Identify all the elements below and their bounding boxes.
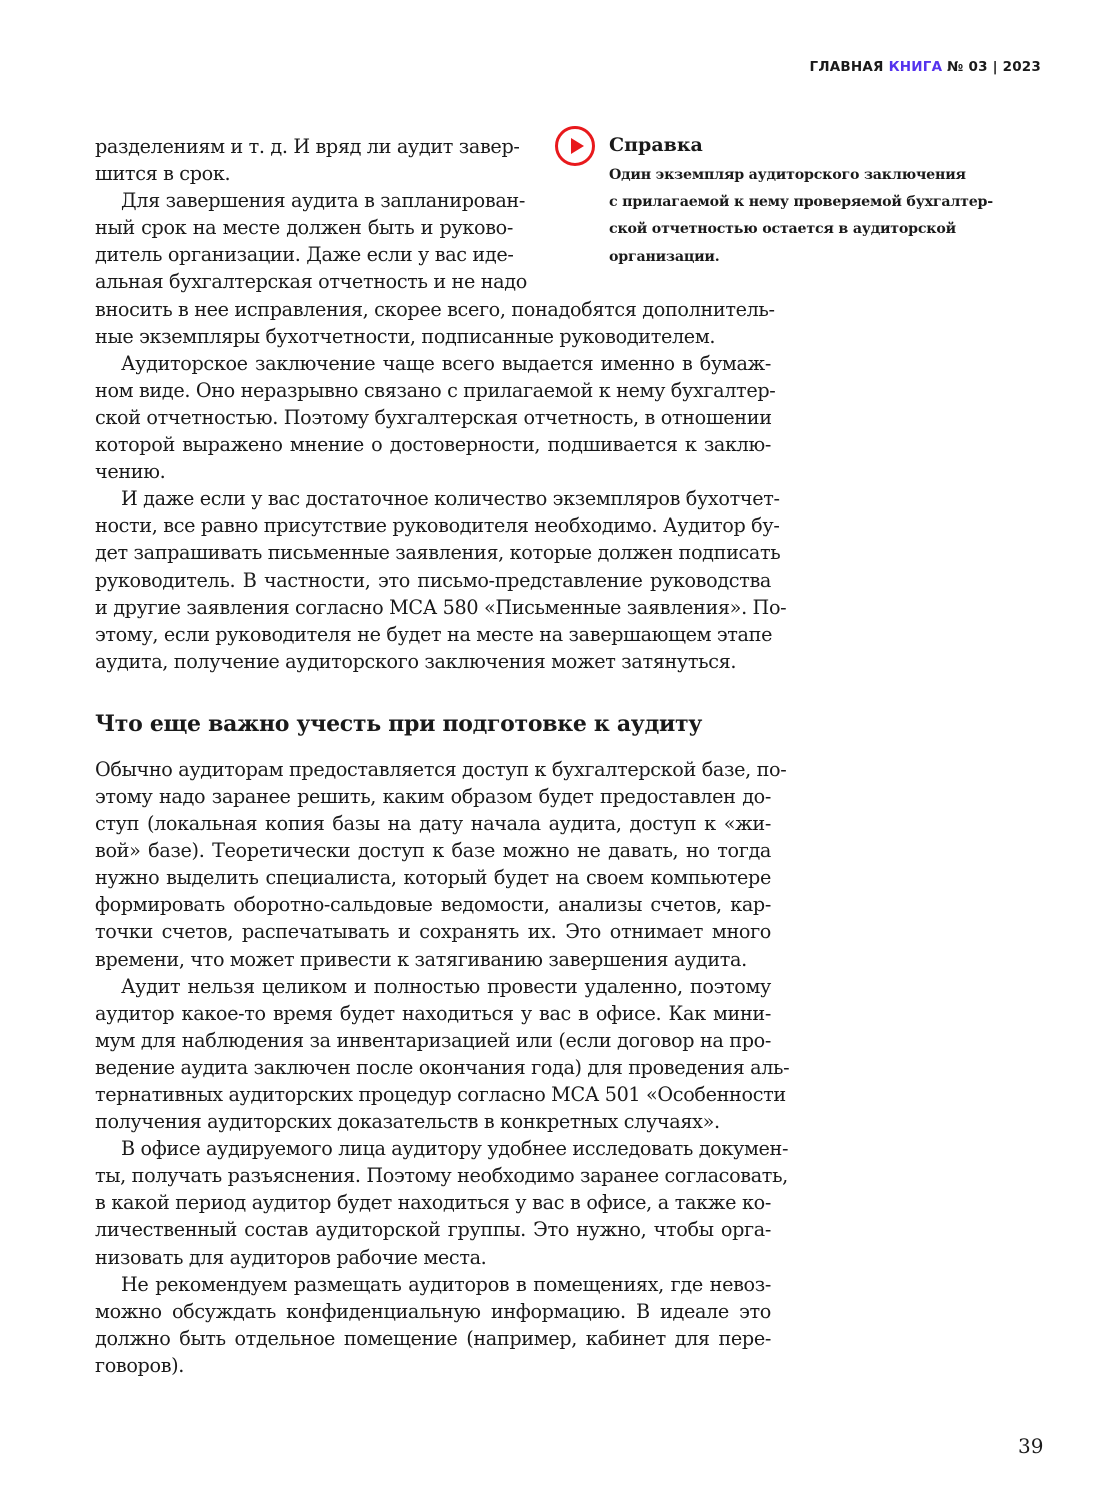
text-line: говоров). (95, 1353, 185, 1377)
text-line: Обычно аудиторам предоставляется доступ к бухгалтерской базе, по- (95, 757, 787, 781)
text-line: в какой период аудитор будет находиться у вас в офисе, а также ко- (95, 1191, 771, 1215)
page-number: 39 (1018, 1434, 1044, 1458)
callout-title: Справка (609, 134, 703, 156)
text-line: точки счетов, распечатывать и сохранять их. Это отнимает много (95, 920, 771, 944)
magazine-name-accent: КНИГА (888, 59, 943, 75)
text-line: альная бухгалтерская отчетность и не надо (95, 270, 527, 294)
callout-line: организации. (609, 248, 720, 265)
text-line: мум для наблюдения за инвентаризацией или (если договор на про- (95, 1028, 771, 1052)
text-line: Аудиторское заключение чаще всего выдается именно в бумаж- (121, 351, 771, 375)
section-heading: Что еще важно учесть при подготовке к аудиту (95, 710, 703, 737)
text-line: Не рекомендуем размещать аудиторов в помещениях, где невоз- (121, 1272, 771, 1296)
text-line: этому надо заранее решить, каким образом будет предоставлен до- (95, 784, 771, 808)
text-line: Аудит нельзя целиком и полностью провести удаленно, поэтому (121, 974, 771, 998)
paragraph (95, 350, 776, 485)
text-line: руководитель. В частности, это письмо-представление руководства (95, 568, 771, 592)
text-line: формировать оборотно-сальдовые ведомости, анализы счетов, кар- (95, 893, 771, 917)
text-line: ном виде. Оно неразрывно связано с прилагаемой к нему бухгалтер- (95, 378, 776, 402)
paragraph (95, 756, 787, 973)
callout-line: с прилагаемой к нему проверяемой бухгалтер- (609, 194, 993, 211)
text-line: Для завершения аудита в запланирован- (121, 189, 525, 213)
text-line: тернативных аудиторских процедур согласно МСА 501 «Особенности (95, 1083, 786, 1106)
paragraph (95, 1271, 771, 1379)
text-line: времени, что может привести к затягиванию завершения аудита. (95, 947, 747, 971)
text-line: чению. (95, 460, 166, 484)
text-line: ные экземпляры бухотчетности, подписанные руководителем. (95, 324, 716, 348)
text-line: шится в срок. (95, 162, 231, 186)
text-line: аудитор какое-то время будет находиться у вас в офисе. Как мини- (95, 1001, 771, 1025)
text-line: дитель организации. Даже если у вас иде- (95, 243, 514, 267)
body-section-2 (95, 756, 790, 1379)
paragraph (95, 187, 775, 350)
text-line: получения аудиторских доказательств в конкретных случаях». (95, 1110, 720, 1134)
text-line: ный срок на месте должен быть и руково- (95, 216, 513, 240)
text-line: ступ (локальная копия базы на дату начала аудита, доступ к «жи- (95, 812, 771, 836)
text-line: вносить в нее исправления, скорее всего, понадобятся дополнитель- (95, 297, 775, 321)
callout-line: ской отчетностью остается в аудиторской (609, 221, 956, 238)
text-line: И даже если у вас достаточное количество экземпляров бухотчет- (121, 487, 780, 511)
text-line: В офисе аудируемого лица аудитору удобнее исследовать докумен- (121, 1137, 789, 1161)
paragraph (95, 133, 771, 187)
text-line: ности, все равно присутствие руководителя необходимо. Аудитор бу- (95, 514, 780, 538)
text-line: дет запрашивать письменные заявления, которые должен подписать (95, 541, 781, 565)
text-line: нужно выделить специалиста, который будет на своем компьютере (95, 866, 771, 890)
issue-number: № 03 | 2023 (947, 59, 1041, 75)
magazine-name: ГЛАВНАЯ (809, 59, 884, 75)
paragraph (95, 485, 787, 675)
text-line: ской отчетностью. Поэтому бухгалтерская отчетность, в отношении (95, 405, 772, 429)
text-line: которой выражено мнение о достоверности, подшивается к заклю- (95, 433, 771, 457)
text-line: должно быть отдельное помещение (например, кабинет для пере- (95, 1326, 771, 1350)
paragraph (95, 1135, 789, 1270)
text-line: этому, если руководителя не будет на месте на завершающем этапе (95, 622, 773, 646)
text-line: ведение аудита заключен после окончания года) для проведения аль- (95, 1055, 790, 1079)
paragraph (95, 973, 790, 1136)
text-line: разделениям и т. д. И вряд ли аудит завер- (95, 135, 520, 158)
running-header (810, 59, 1041, 75)
text-line: ты, получать разъяснения. Поэтому необходимо заранее согласовать, (95, 1164, 788, 1188)
text-line: вой» базе). Теоретически доступ к базе можно не давать, но тогда (95, 839, 771, 863)
text-line: низовать для аудиторов рабочие места. (95, 1245, 487, 1269)
callout-line: Один экземпляр аудиторского заключения (609, 167, 966, 183)
text-line: можно обсуждать конфиденциальную информацию. В идеале это (95, 1299, 771, 1323)
text-line: аудита, получение аудиторского заключения может затянуться. (95, 649, 737, 673)
text-line: личественный состав аудиторской группы. Это нужно, чтобы орга- (95, 1218, 771, 1242)
text-line: и другие заявления согласно МСА 580 «Письменные заявления». По- (95, 595, 787, 619)
